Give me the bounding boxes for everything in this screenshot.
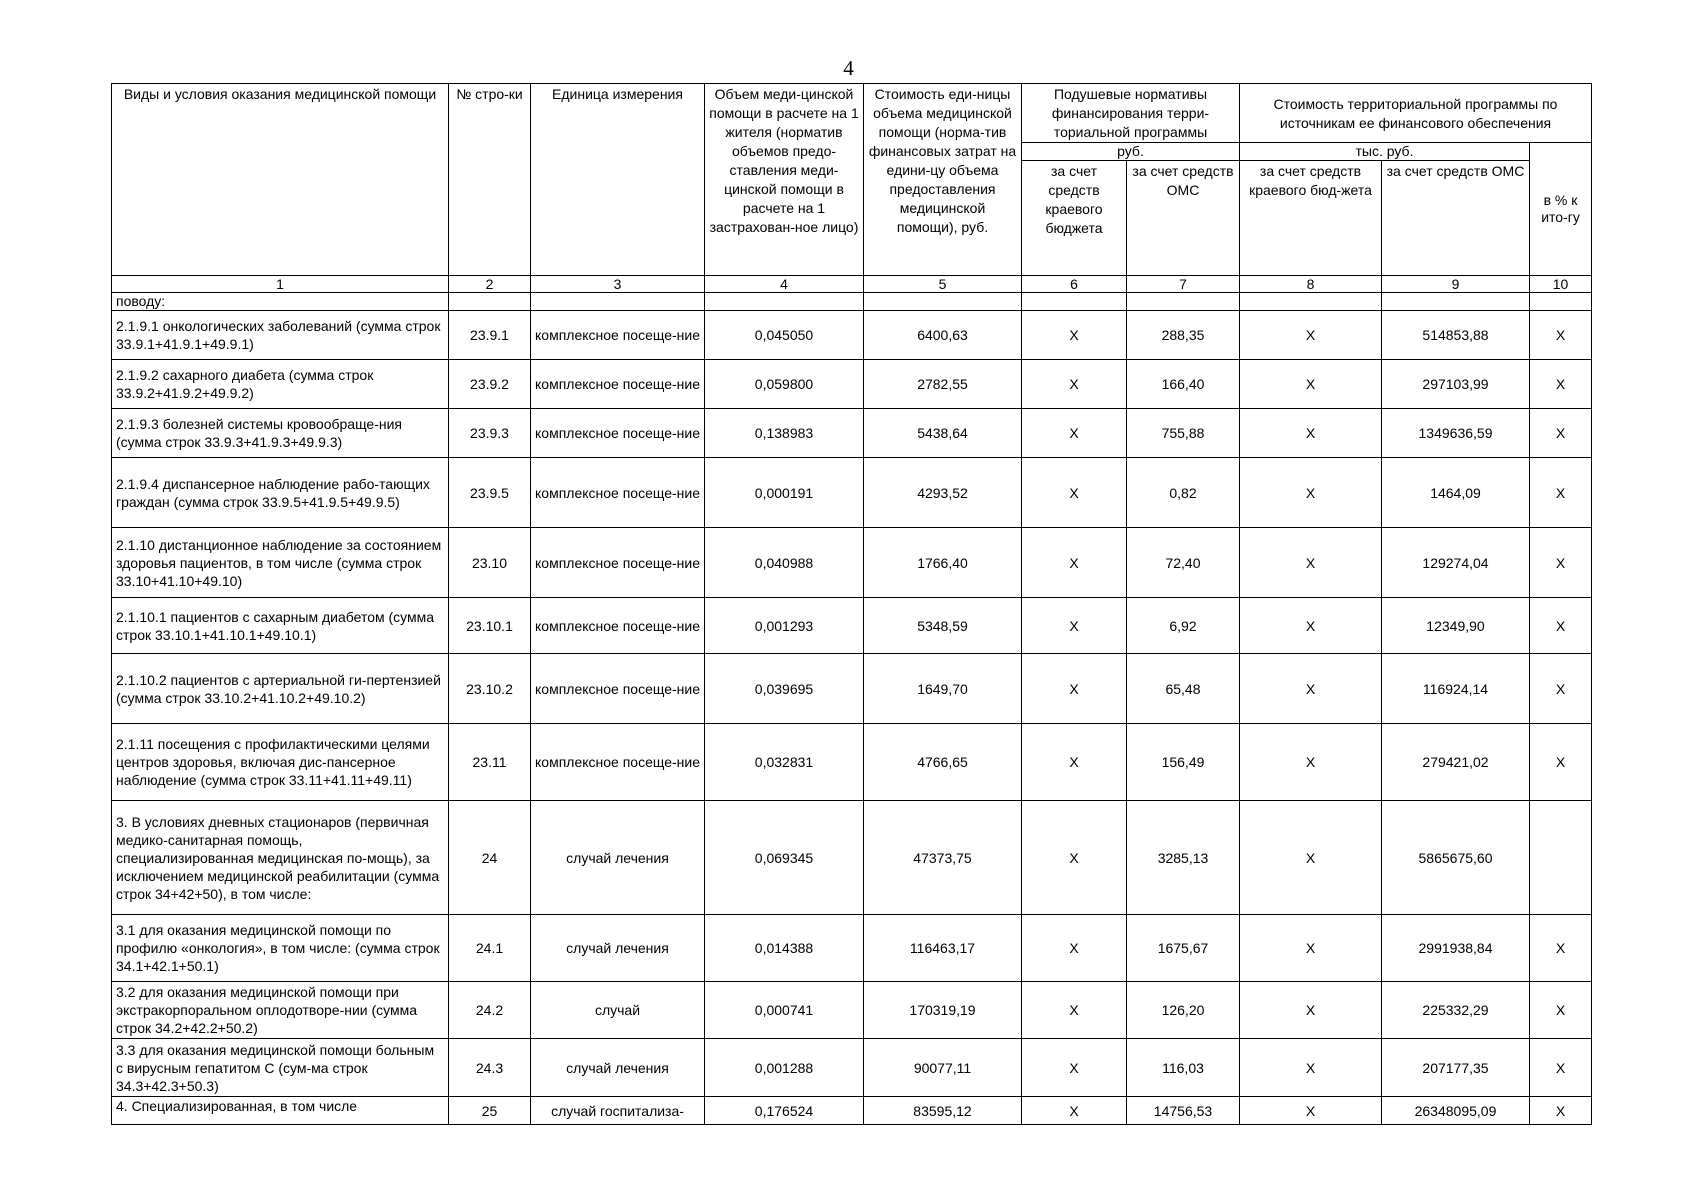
row-line-number: 25 [449,1097,531,1125]
row-volume: 0,000741 [705,982,864,1039]
row-unit-cost: 5438,64 [864,409,1022,458]
row-regional-budget: X [1022,801,1127,915]
row-regional-budget: X [1022,598,1127,654]
row-line-number: 24.3 [449,1039,531,1097]
row-name: 2.1.10.2 пациентов с артериальной ги-пертензией (сумма строк 33.10.2+41.10.2+49.10.2) [112,654,449,724]
row-regional-budget: X [1022,360,1127,409]
row-oms: 6,92 [1127,598,1240,654]
row-percent: X [1530,1039,1592,1097]
table-row [112,1039,1592,1097]
row-unit: случай госпитализа- [531,1097,705,1125]
row-volume: 0,138983 [705,409,864,458]
row-regional-budget: X [1022,528,1127,598]
column-number: 1 [112,276,449,293]
row-percent: X [1530,311,1592,360]
row-program-regional: X [1240,915,1382,982]
header-unit-thousand-rub: тыс. руб. [1240,143,1530,161]
row-unit: случай лечения [531,801,705,915]
header-per-capita-group: Подушевые нормативы финансирования терри-ториальной программы [1022,84,1240,143]
table-row [112,458,1592,528]
row-line-number: 23.10.1 [449,598,531,654]
row-unit-cost: 170319,19 [864,982,1022,1039]
table-row [112,982,1592,1039]
row-program-oms: 12349,90 [1382,598,1530,654]
table-row [112,311,1592,360]
row-name: 2.1.9.3 болезней системы кровообраще-ния (сумма строк 33.9.3+41.9.3+49.9.3) [112,409,449,458]
row-unit-cost: 1766,40 [864,528,1022,598]
row-percent: X [1530,528,1592,598]
row-regional-budget: X [1022,1097,1127,1125]
row-regional-budget: X [1022,409,1127,458]
row-volume: 0,014388 [705,915,864,982]
row-volume: 0,040988 [705,528,864,598]
row-oms: 288,35 [1127,311,1240,360]
row-unit-cost: 4293,52 [864,458,1022,528]
continuation-row [112,293,1592,311]
row-line-number: 23.9.1 [449,311,531,360]
row-percent: X [1530,360,1592,409]
row-regional-budget: X [1022,1039,1127,1097]
row-name: 2.1.10 дистанционное наблюдение за состоянием здоровья пациентов, в том числе (сумма строк 33.10+41.10+49.10) [112,528,449,598]
row-volume: 0,039695 [705,654,864,724]
row-percent: X [1530,458,1592,528]
row-program-regional: X [1240,654,1382,724]
row-program-regional: X [1240,311,1382,360]
row-unit-cost: 4766,65 [864,724,1022,801]
row-unit: комплексное посеще-ние [531,360,705,409]
header-volume: Объем меди-цинской помощи в расчете на 1 жителя (норматив объемов предо-ставления меди-цинской помощи в расчете на 1 застрахован-ное лицо) [705,84,864,276]
row-percent: X [1530,724,1592,801]
row-program-regional: X [1240,528,1382,598]
row-oms: 65,48 [1127,654,1240,724]
row-oms: 116,03 [1127,1039,1240,1097]
row-name: 3.1 для оказания медицинской помощи по профилю «онкология», в том числе: (сумма строк 34.1+42.1+50.1) [112,915,449,982]
row-oms: 72,40 [1127,528,1240,598]
row-program-oms: 1349636,59 [1382,409,1530,458]
table-row [112,801,1592,915]
row-regional-budget: X [1022,458,1127,528]
row-volume: 0,069345 [705,801,864,915]
row-regional-budget: X [1022,982,1127,1039]
row-unit: комплексное посеще-ние [531,311,705,360]
column-number: 4 [705,276,864,293]
row-regional-budget: X [1022,654,1127,724]
row-program-regional: X [1240,1097,1382,1125]
row-name: 2.1.9.2 сахарного диабета (сумма строк 33.9.2+41.9.2+49.9.2) [112,360,449,409]
row-program-regional: X [1240,1039,1382,1097]
table-row [112,915,1592,982]
table-row [112,598,1592,654]
table-row [112,724,1592,801]
row-unit: случай лечения [531,1039,705,1097]
row-program-regional: X [1240,801,1382,915]
row-name: 2.1.9.1 онкологических заболеваний (сумма строк 33.9.1+41.9.1+49.9.1) [112,311,449,360]
row-unit: комплексное посеще-ние [531,724,705,801]
row-name: 3.2 для оказания медицинской помощи при экстракорпоральном оплодотворе-нии (сумма строк 34.2+42.2+50.2) [112,982,449,1039]
row-volume: 0,000191 [705,458,864,528]
row-volume: 0,001293 [705,598,864,654]
row-unit: случай [531,982,705,1039]
row-volume: 0,001288 [705,1039,864,1097]
row-unit-cost: 90077,11 [864,1039,1022,1097]
row-line-number: 23.9.2 [449,360,531,409]
row-line-number: 23.9.5 [449,458,531,528]
row-program-oms: 129274,04 [1382,528,1530,598]
row-oms: 3285,13 [1127,801,1240,915]
row-oms: 14756,53 [1127,1097,1240,1125]
row-percent: X [1530,982,1592,1039]
row-line-number: 23.11 [449,724,531,801]
financing-table [111,83,1592,1125]
row-program-oms: 26348095,09 [1382,1097,1530,1125]
table-row [112,528,1592,598]
row-program-regional: X [1240,982,1382,1039]
row-name: 3. В условиях дневных стационаров (первичная медико-санитарная помощь, специализированная медицинская по-мощь), за исключением медицинской реабилитации (сумма строк 34+42+50), в том числе: [112,801,449,915]
row-line-number: 23.10.2 [449,654,531,724]
row-program-oms: 116924,14 [1382,654,1530,724]
header-program-regional-budget: за счет средств краевого бюд-жета [1240,161,1382,276]
row-percent: X [1530,915,1592,982]
row-program-oms: 2991938,84 [1382,915,1530,982]
row-name: 2.1.10.1 пациентов с сахарным диабетом (сумма строк 33.10.1+41.10.1+49.10.1) [112,598,449,654]
row-oms: 755,88 [1127,409,1240,458]
row-unit: комплексное посеще-ние [531,654,705,724]
column-number: 3 [531,276,705,293]
table-row [112,654,1592,724]
row-oms: 126,20 [1127,982,1240,1039]
row-percent: X [1530,1097,1592,1125]
row-percent: X [1530,409,1592,458]
row-volume: 0,176524 [705,1097,864,1125]
row-line-number: 23.9.3 [449,409,531,458]
column-number: 9 [1382,276,1530,293]
row-program-oms: 279421,02 [1382,724,1530,801]
row-oms: 166,40 [1127,360,1240,409]
row-name: 2.1.11 посещения с профилактическими целями центров здоровья, включая дис-пансерное наблюдение (сумма строк 33.11+41.11+49.11) [112,724,449,801]
row-regional-budget: X [1022,311,1127,360]
row-unit: комплексное посеще-ние [531,409,705,458]
row-unit-cost: 1649,70 [864,654,1022,724]
header-kinds-of-care: Виды и условия оказания медицинской помощи [112,84,449,276]
row-unit-cost: 5348,59 [864,598,1022,654]
column-number: 7 [1127,276,1240,293]
row-unit-cost: 116463,17 [864,915,1022,982]
row-volume: 0,059800 [705,360,864,409]
row-program-regional: X [1240,724,1382,801]
table-row [112,1097,1592,1125]
header-unit-cost: Стоимость еди-ницы объема медицинской помощи (норма-тив финансовых затрат на едини-цу объема предоставления медицинской помощи), руб. [864,84,1022,276]
row-program-regional: X [1240,458,1382,528]
column-numbers-row [112,276,1592,293]
continuation-label: поводу: [112,293,449,311]
row-percent: X [1530,654,1592,724]
page-number: 4 [843,56,854,80]
row-program-regional: X [1240,409,1382,458]
row-oms: 0,82 [1127,458,1240,528]
header-regional-budget: за счет средств краевого бюджета [1022,161,1127,276]
row-program-oms: 225332,29 [1382,982,1530,1039]
row-name: 4. Специализированная, в том числе [112,1097,449,1125]
header-oms: за счет средств ОМС [1127,161,1240,276]
column-number: 5 [864,276,1022,293]
column-number: 8 [1240,276,1382,293]
row-name: 3.3 для оказания медицинской помощи больным с вирусным гепатитом С (сум-ма строк 34.3+42.3+50.3) [112,1039,449,1097]
header-percent-of-total: в % к ито-гу [1530,143,1592,276]
row-regional-budget: X [1022,724,1127,801]
row-program-regional: X [1240,360,1382,409]
row-line-number: 23.10 [449,528,531,598]
row-volume: 0,032831 [705,724,864,801]
header-unit: Единица измерения [531,84,705,276]
row-program-oms: 297103,99 [1382,360,1530,409]
row-volume: 0,045050 [705,311,864,360]
row-unit: комплексное посеще-ние [531,528,705,598]
row-program-oms: 5865675,60 [1382,801,1530,915]
row-program-oms: 514853,88 [1382,311,1530,360]
row-unit: комплексное посеще-ние [531,458,705,528]
row-program-regional: X [1240,598,1382,654]
row-unit: случай лечения [531,915,705,982]
row-program-oms: 207177,35 [1382,1039,1530,1097]
row-line-number: 24.1 [449,915,531,982]
table-row [112,409,1592,458]
row-program-oms: 1464,09 [1382,458,1530,528]
column-number: 10 [1530,276,1592,293]
row-line-number: 24 [449,801,531,915]
row-oms: 156,49 [1127,724,1240,801]
row-oms: 1675,67 [1127,915,1240,982]
row-unit-cost: 6400,63 [864,311,1022,360]
row-name: 2.1.9.4 диспансерное наблюдение рабо-тающих граждан (сумма строк 33.9.5+41.9.5+49.9.5) [112,458,449,528]
table-row [112,360,1592,409]
header-program-cost-group: Стоимость территориальной программы по источникам ее финансового обеспечения [1240,84,1592,143]
row-percent: X [1530,598,1592,654]
column-number: 6 [1022,276,1127,293]
row-unit-cost: 2782,55 [864,360,1022,409]
header-program-oms: за счет средств ОМС [1382,161,1530,276]
row-percent [1530,801,1592,915]
header-line-number: № стро-ки [449,84,531,276]
header-unit-rub: руб. [1022,143,1240,161]
row-unit-cost: 83595,12 [864,1097,1022,1125]
row-unit: комплексное посеще-ние [531,598,705,654]
row-unit-cost: 47373,75 [864,801,1022,915]
column-number: 2 [449,276,531,293]
row-line-number: 24.2 [449,982,531,1039]
row-regional-budget: X [1022,915,1127,982]
